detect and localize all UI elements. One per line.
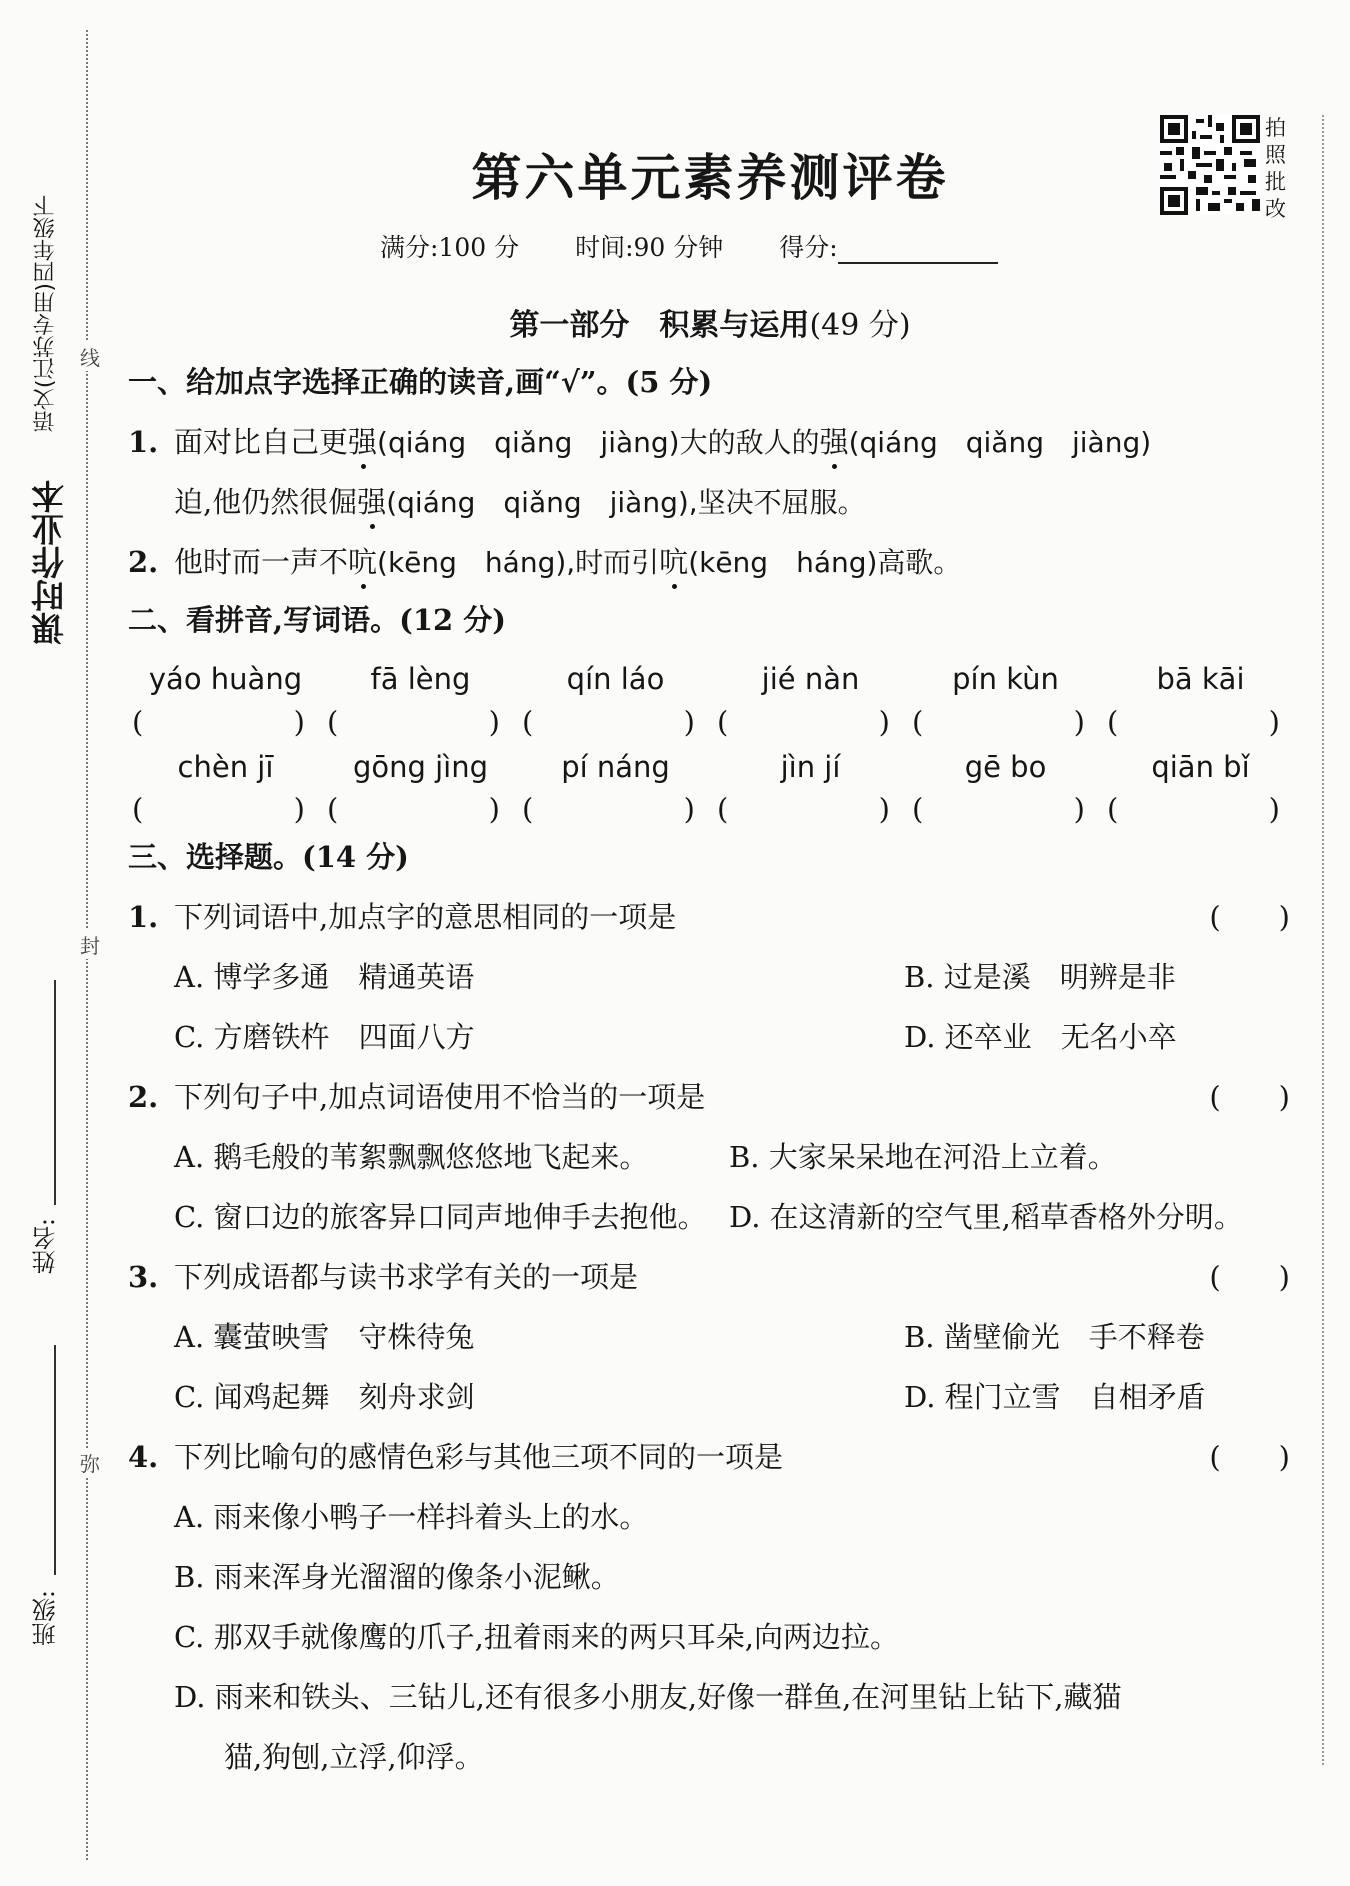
answer-box[interactable]: ( ): [522, 705, 695, 739]
class-field-label: 班级:: [32, 1590, 60, 1647]
answer-box[interactable]: ( ): [717, 792, 890, 826]
pinyin-cell: jìn jí: [780, 750, 841, 784]
cut-mark-line: 线: [80, 342, 100, 371]
name-field-label: 姓名:: [32, 1218, 60, 1275]
answer-box[interactable]: ( ): [912, 792, 1085, 826]
option-a[interactable]: A. 囊萤映雪 守株待兔: [174, 1320, 475, 1354]
answer-box[interactable]: ( ): [912, 705, 1085, 739]
pinyin-cell: pí náng: [561, 750, 670, 784]
class-field-line[interactable]: [54, 1345, 56, 1575]
cut-mark-seal: 封: [80, 930, 100, 959]
option-b[interactable]: B. 大家呆呆地在河沿上立着。: [729, 1140, 1117, 1174]
s1-q1-line1: 1. 面对比自己更强(qiáng qiǎng jiàng)大的敌人的强(qiáng qiǎng jiàng): [128, 425, 1152, 459]
right-dotted-line: [1322, 115, 1324, 1765]
answer-box[interactable]: ( ): [1107, 705, 1280, 739]
qr-caption: 拍照批改: [1265, 116, 1286, 221]
full-score: 满分:100 分: [380, 233, 520, 262]
pinyin-cell: fā lèng: [370, 662, 471, 696]
s3-q2-options-ab: [174, 1135, 1294, 1176]
pinyin-cell: qiān bǐ: [1151, 750, 1250, 784]
page-title: 第六单元素养测评卷: [471, 148, 949, 207]
section-3-title: 三、选择题。(14 分): [128, 840, 409, 874]
exam-time: 时间:90 分钟: [575, 233, 724, 262]
option-d[interactable]: D. 在这清新的空气里,稻草香格外分明。: [729, 1200, 1243, 1234]
pinyin-cell: pín kùn: [952, 662, 1059, 696]
pinyin-row-2: [128, 750, 1298, 784]
pinyin-cell: bā kāi: [1156, 662, 1245, 696]
book-subject: 语文(江苏专用)四年级下: [33, 195, 58, 433]
option-d[interactable]: D. 程门立雪 自相矛盾: [904, 1380, 1206, 1414]
s3-q4-option-d-line2: 猫,狗刨,立浮,仰浮。: [224, 1740, 484, 1774]
s3-q4-answer-box[interactable]: ( ): [1209, 1440, 1290, 1474]
book-title: 课时作业本: [30, 480, 69, 645]
section-1-title: 一、给加点字选择正确的读音,画“√”。(5 分): [128, 365, 713, 399]
s3-q1-options-ab: [174, 955, 1294, 996]
pinyin-cell: qín láo: [566, 662, 665, 696]
s1-q2: 2. 他时而一声不吭(kēng háng),时而引吭(kēng háng)高歌。: [128, 545, 962, 579]
s3-q4-option-b[interactable]: B. 雨来浑身光溜溜的像条小泥鳅。: [174, 1560, 620, 1594]
answer-box[interactable]: ( ): [1107, 792, 1280, 826]
s3-q2-answer-box[interactable]: ( ): [1209, 1080, 1290, 1114]
option-b[interactable]: B. 凿壁偷光 手不释卷: [904, 1320, 1205, 1354]
option-a[interactable]: A. 博学多通 精通英语: [174, 960, 475, 994]
option-b[interactable]: B. 过是溪 明辨是非: [904, 960, 1176, 994]
s3-q1-answer-box[interactable]: ( ): [1209, 900, 1290, 934]
pinyin-cell: gōng jìng: [352, 750, 489, 784]
s3-q4-option-c[interactable]: C. 那双手就像鹰的爪子,扭着雨来的两只耳朵,向两边拉。: [174, 1620, 900, 1654]
s1-q1-line2: 迫,他仍然很倔强(qiáng qiǎng jiàng),坚决不屈服。: [174, 485, 866, 519]
pinyin-cell: yáo huàng: [148, 662, 303, 696]
exam-meta: [380, 228, 1054, 264]
answer-box[interactable]: ( ): [132, 792, 305, 826]
answer-boxes-row-1: [128, 705, 1298, 739]
section-2-title: 二、看拼音,写词语。(12 分): [128, 603, 506, 637]
option-c[interactable]: C. 窗口边的旅客异口同声地伸手去抱他。: [174, 1200, 707, 1234]
answer-box[interactable]: ( ): [717, 705, 890, 739]
cut-mark-close: 弥: [80, 1448, 100, 1477]
pinyin-row-1: [128, 662, 1298, 696]
s3-q1-stem: 1. 下列词语中,加点字的意思相同的一项是: [128, 900, 677, 934]
pinyin-cell: jié nàn: [761, 662, 860, 696]
s3-q4-stem: 4. 下列比喻句的感情色彩与其他三项不同的一项是: [128, 1440, 784, 1474]
s3-q3-stem: 3. 下列成语都与读书求学有关的一项是: [128, 1260, 639, 1294]
score-label: 得分:: [779, 233, 838, 262]
option-d[interactable]: D. 还卒业 无名小卒: [904, 1020, 1177, 1054]
score-input-line[interactable]: [838, 240, 998, 264]
s3-q1-options-cd: [174, 1015, 1294, 1056]
part-one-title: 第一部分 积累与运用(49 分): [509, 308, 911, 343]
s3-q2-options-cd: [174, 1195, 1294, 1236]
s3-q4-option-d-line1[interactable]: D. 雨来和铁头、三钻儿,还有很多小朋友,好像一群鱼,在河里钻上钻下,藏猫: [174, 1680, 1122, 1714]
s3-q4-option-a[interactable]: A. 雨来像小鸭子一样抖着头上的水。: [174, 1500, 649, 1534]
pinyin-cell: chèn jī: [177, 750, 274, 784]
option-a[interactable]: A. 鹅毛般的苇絮飘飘悠悠地飞起来。: [174, 1140, 649, 1174]
answer-box[interactable]: ( ): [132, 705, 305, 739]
pinyin-cell: gē bo: [964, 750, 1047, 784]
name-field-line[interactable]: [54, 980, 56, 1205]
option-c[interactable]: C. 方磨铁杵 四面八方: [174, 1020, 475, 1054]
option-c[interactable]: C. 闻鸡起舞 刻舟求剑: [174, 1380, 475, 1414]
answer-boxes-row-2: [128, 792, 1298, 826]
s3-q3-options-ab: [174, 1315, 1294, 1356]
s3-q3-options-cd: [174, 1375, 1294, 1416]
answer-box[interactable]: ( ): [522, 792, 695, 826]
answer-box[interactable]: ( ): [327, 705, 500, 739]
s3-q2-stem: 2. 下列句子中,加点词语使用不恰当的一项是: [128, 1080, 706, 1114]
s3-q3-answer-box[interactable]: ( ): [1209, 1260, 1290, 1294]
answer-box[interactable]: ( ): [327, 792, 500, 826]
qr-code[interactable]: [1160, 115, 1260, 215]
